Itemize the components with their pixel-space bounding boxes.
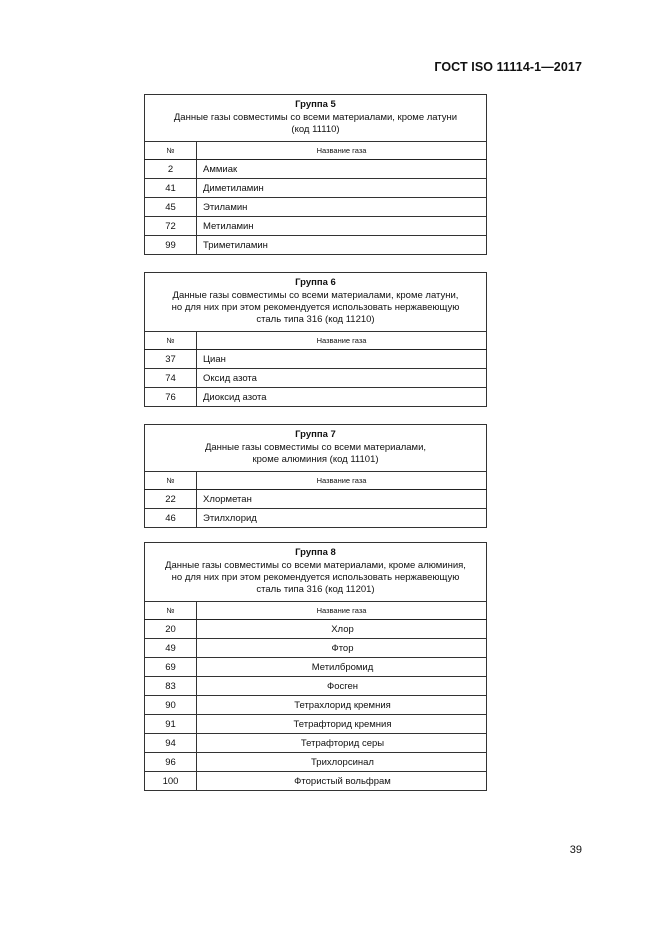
- table-row: [145, 677, 487, 696]
- group-title: Группа 7: [295, 429, 336, 440]
- group-description: Данные газы совместимы со всеми материалами, кроме алюминия, но для них при этом рекомендуется использовать нержавеющую сталь типа 316 (код 11201): [165, 560, 466, 595]
- gas-number: 45: [145, 198, 197, 217]
- column-header-name: Название газа: [197, 472, 487, 490]
- table-row: [145, 734, 487, 753]
- group-description: Данные газы совместимы со всеми материалами, кроме алюминия (код 11101): [204, 442, 427, 465]
- group-table-5: [144, 94, 487, 255]
- gas-name: Тетрафторид кремния: [197, 715, 487, 734]
- column-header-number: №: [145, 332, 197, 350]
- gas-number: 83: [145, 677, 197, 696]
- table-row: [145, 753, 487, 772]
- gas-number: 72: [145, 217, 197, 236]
- gas-number: 46: [145, 509, 197, 528]
- gas-name: Этиламин: [197, 198, 487, 217]
- gas-name: Хлорметан: [197, 490, 487, 509]
- table-row: [145, 696, 487, 715]
- gas-number: 41: [145, 179, 197, 198]
- gas-name: Фосген: [197, 677, 487, 696]
- table-row: [145, 217, 487, 236]
- column-header-number: №: [145, 472, 197, 490]
- gas-name: Циан: [197, 350, 487, 369]
- gas-name: Метилбромид: [197, 658, 487, 677]
- gas-name: Хлор: [197, 620, 487, 639]
- group-title-cell: [145, 273, 487, 332]
- table-row: [145, 639, 487, 658]
- group-title-cell: [145, 425, 487, 472]
- group-table-8: [144, 542, 487, 791]
- gas-number: 90: [145, 696, 197, 715]
- gas-name: Диоксид азота: [197, 388, 487, 407]
- table-row: [145, 160, 487, 179]
- group-description: Данные газы совместимы со всеми материалами, кроме латуни, но для них при этом рекомендуется использовать нержавеющую сталь типа 316 (код 11210): [171, 290, 460, 325]
- gas-name: Оксид азота: [197, 369, 487, 388]
- gas-number: 91: [145, 715, 197, 734]
- document-header: ГОСТ ISO 11114-1—2017: [434, 60, 582, 74]
- gas-name: Тетрафторид серы: [197, 734, 487, 753]
- column-header-number: №: [145, 142, 197, 160]
- gas-number: 74: [145, 369, 197, 388]
- gas-name: Фтор: [197, 639, 487, 658]
- table-row: [145, 509, 487, 528]
- table-row: [145, 369, 487, 388]
- table-row: [145, 772, 487, 791]
- table-row: [145, 490, 487, 509]
- group-title: Группа 8: [295, 547, 336, 558]
- gas-name: Тетрахлорид кремния: [197, 696, 487, 715]
- group-title: Группа 5: [295, 99, 336, 110]
- gas-number: 76: [145, 388, 197, 407]
- group-description: Данные газы совместимы со всеми материалами, кроме латуни (код 11110): [173, 112, 458, 135]
- table-row: [145, 198, 487, 217]
- column-header-name: Название газа: [197, 332, 487, 350]
- column-header-name: Название газа: [197, 142, 487, 160]
- gas-number: 96: [145, 753, 197, 772]
- gas-number: 20: [145, 620, 197, 639]
- column-header-name: Название газа: [197, 602, 487, 620]
- group-table-7: [144, 424, 487, 528]
- gas-name: Диметиламин: [197, 179, 487, 198]
- group-title-cell: [145, 95, 487, 142]
- gas-number: 100: [145, 772, 197, 791]
- group-title: Группа 6: [295, 277, 336, 288]
- gas-name: Метиламин: [197, 217, 487, 236]
- gas-number: 69: [145, 658, 197, 677]
- gas-number: 94: [145, 734, 197, 753]
- group-table-6: [144, 272, 487, 407]
- table-row: [145, 658, 487, 677]
- table-row: [145, 388, 487, 407]
- gas-number: 37: [145, 350, 197, 369]
- gas-name: Фтористый вольфрам: [197, 772, 487, 791]
- table-row: [145, 620, 487, 639]
- gas-number: 22: [145, 490, 197, 509]
- group-title-cell: [145, 543, 487, 602]
- gas-name: Трихлорсинал: [197, 753, 487, 772]
- page-number: 39: [569, 844, 582, 856]
- gas-name: Аммиак: [197, 160, 487, 179]
- table-row: [145, 236, 487, 255]
- table-row: [145, 350, 487, 369]
- gas-name: Этилхлорид: [197, 509, 487, 528]
- gas-number: 99: [145, 236, 197, 255]
- column-header-number: №: [145, 602, 197, 620]
- gas-number: 2: [145, 160, 197, 179]
- gas-number: 49: [145, 639, 197, 658]
- table-row: [145, 715, 487, 734]
- table-row: [145, 179, 487, 198]
- gas-name: Триметиламин: [197, 236, 487, 255]
